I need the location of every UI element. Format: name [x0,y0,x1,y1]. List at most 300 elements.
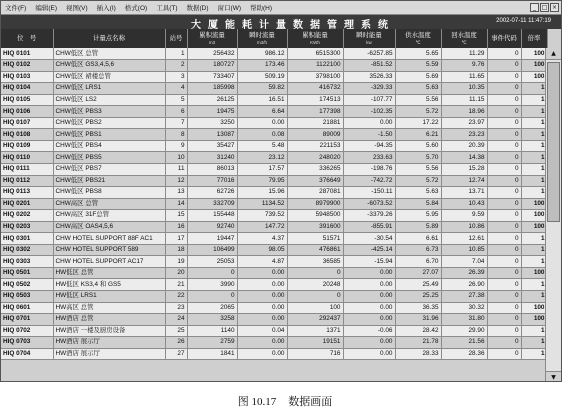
menu-view[interactable]: 视图(V) [65,5,88,12]
cell-event-code: 0 [487,175,521,187]
cell-return-temp: 23.23 [441,129,487,141]
cell-tag: HIQ 0102 [1,60,53,72]
cell-supply-temp: 5.70 [395,152,441,164]
cell-multiplier: 1 [521,244,547,256]
cell-energy-total: 221153 [287,140,343,152]
cell-flow-rate: 0.00 [237,290,287,302]
cell-flow-total: 19475 [187,106,237,118]
cell-flow-total: 106499 [187,244,237,256]
cell-return-temp: 11.29 [441,48,487,60]
cell-energy-rate: 3526.33 [343,71,395,83]
column-header-label: 站号 [169,35,183,42]
cell-flow-total: 31240 [187,152,237,164]
cell-point-name: HW高区 总管 [53,302,165,314]
column-header [441,29,487,48]
cell-station: 9 [165,140,187,152]
cell-station: 24 [165,314,187,326]
cell-flow-total: 62726 [187,187,237,199]
cell-multiplier: 1 [521,106,547,118]
cell-point-name: HW低区 总管 [53,267,165,279]
cell-point-name: CHW低区 GS3,4,5,6 [53,60,165,72]
cell-multiplier: 1 [521,152,547,164]
cell-energy-rate: -329.33 [343,83,395,95]
cell-energy-total: 476861 [287,244,343,256]
table-row[interactable] [1,302,547,314]
cell-return-temp: 12.74 [441,175,487,187]
cell-flow-rate: 98.05 [237,244,287,256]
cell-energy-rate: 0.00 [343,348,395,360]
cell-flow-rate: 0.00 [237,279,287,291]
column-header-label: 累积能量 [302,31,328,39]
cell-flow-rate: 0.04 [237,325,287,337]
column-header [395,29,441,48]
cell-point-name: CHW高区 总管 [53,198,165,210]
menu-edit[interactable]: 编辑(E) [35,5,57,12]
cell-flow-rate: 17.57 [237,163,287,175]
table-row[interactable] [1,267,547,279]
cell-station: 10 [165,152,187,164]
cell-tag: HIQ 0201 [1,198,53,210]
cell-return-temp: 11.65 [441,71,487,83]
cell-flow-rate: 5.48 [237,140,287,152]
cell-energy-total: 248020 [287,152,343,164]
cell-flow-rate: 4.37 [237,233,287,245]
cell-flow-total: 2759 [187,337,237,349]
cell-point-name: HW酒店 展示厅 [53,337,165,349]
cell-tag: HIQ 0703 [1,337,53,349]
cell-multiplier: 1 [521,175,547,187]
cell-energy-rate: 233.63 [343,152,395,164]
cell-flow-total: 0 [187,267,237,279]
cell-multiplier: 1 [521,337,547,349]
cell-multiplier: 1 [521,256,547,268]
cell-supply-temp: 5.72 [395,106,441,118]
cell-multiplier: 1 [521,94,547,106]
cell-flow-rate: 0.08 [237,129,287,141]
cell-flow-total: 35427 [187,140,237,152]
cell-point-name: CHW低区 PBS4 [53,140,165,152]
cell-energy-total: 1122100 [287,60,343,72]
cell-multiplier: 1 [521,187,547,199]
cell-flow-total: 3258 [187,314,237,326]
scroll-down-icon[interactable]: ▼ [546,371,561,382]
cell-tag: HIQ 0106 [1,106,53,118]
cell-station: 15 [165,210,187,222]
cell-return-temp: 10.85 [441,244,487,256]
menu-tools[interactable]: 工具(T) [156,5,178,12]
cell-event-code: 0 [487,233,521,245]
cell-event-code: 0 [487,221,521,233]
column-header-unit: m3 [208,39,216,45]
cell-supply-temp: 5.95 [395,210,441,222]
cell-event-code: 0 [487,325,521,337]
cell-return-temp: 23.97 [441,117,487,129]
cell-energy-rate: 0.00 [343,337,395,349]
cell-flow-total: 13087 [187,129,237,141]
cell-energy-total: 20248 [287,279,343,291]
cell-energy-total: 174513 [287,94,343,106]
cell-flow-total: 0 [187,290,237,302]
cell-multiplier: 1 [521,140,547,152]
table-row[interactable] [1,348,547,360]
cell-return-temp: 26.90 [441,279,487,291]
cell-energy-total: 5948500 [287,210,343,222]
cell-tag: HIQ 0202 [1,210,53,222]
table-row[interactable] [1,60,547,72]
menu-file[interactable]: 文件(F) [5,5,27,12]
cell-flow-total: 185998 [187,83,237,95]
cell-energy-rate: 0.00 [343,279,395,291]
table-row[interactable] [1,187,547,199]
cell-supply-temp: 5.89 [395,221,441,233]
cell-flow-rate: 16.51 [237,94,287,106]
cell-event-code: 0 [487,244,521,256]
cell-energy-rate: -1.50 [343,129,395,141]
cell-energy-total: 287081 [287,187,343,199]
table-row[interactable] [1,71,547,83]
cell-flow-rate: 0.00 [237,302,287,314]
cell-point-name: CHW低区 裙楼总管 [53,71,165,83]
cell-flow-rate: 0.00 [237,337,287,349]
table-row[interactable] [1,314,547,326]
cell-station: 2 [165,60,187,72]
table-row[interactable] [1,106,547,118]
table-row[interactable] [1,140,547,152]
cell-energy-total: 19151 [287,337,343,349]
cell-tag: HIQ 0303 [1,256,53,268]
menu-insert[interactable]: 插入(I) [96,5,116,12]
cell-multiplier: 100 [521,221,547,233]
cell-station: 7 [165,117,187,129]
menu-data[interactable]: 数据(D) [186,5,209,12]
column-header-unit: ℃ [415,39,421,45]
cell-event-code: 0 [487,60,521,72]
cell-energy-total: 292437 [287,314,343,326]
cell-event-code: 0 [487,94,521,106]
cell-point-name: HW低区 LRS1 [53,290,165,302]
cell-event-code: 0 [487,267,521,279]
cell-energy-rate: -0.06 [343,325,395,337]
column-header [187,29,237,48]
table-row[interactable] [1,325,547,337]
cell-flow-total: 332709 [187,198,237,210]
cell-flow-rate: 59.82 [237,83,287,95]
cell-multiplier: 1 [521,129,547,141]
cell-tag: HIQ 0113 [1,187,53,199]
table-row[interactable] [1,175,547,187]
column-header-label: 位 号 [17,35,37,42]
cell-event-code: 0 [487,140,521,152]
cell-tag: HIQ 0108 [1,129,53,141]
cell-energy-total: 51571 [287,233,343,245]
cell-supply-temp: 6.73 [395,244,441,256]
table-row[interactable] [1,198,547,210]
header-row [1,29,547,48]
cell-point-name: CHW HOTEL SUPPORT 589 [53,244,165,256]
cell-supply-temp: 5.59 [395,60,441,72]
column-header-unit: ℃ [461,39,467,45]
cell-event-code: 0 [487,71,521,83]
cell-flow-rate: 986.12 [237,48,287,60]
cell-return-temp: 9.76 [441,60,487,72]
table-row[interactable] [1,337,547,349]
column-header-label: 瞬时能量 [356,31,382,39]
cell-return-temp: 20.39 [441,140,487,152]
cell-energy-rate: 0.00 [343,314,395,326]
cell-supply-temp: 25.25 [395,290,441,302]
table-row[interactable] [1,210,547,222]
cell-return-temp: 10.86 [441,221,487,233]
cell-station: 19 [165,256,187,268]
cell-station: 22 [165,290,187,302]
table-row[interactable] [1,117,547,129]
restore-icon[interactable]: □ [541,4,548,11]
cell-multiplier: 1 [521,325,547,337]
cell-energy-rate: -107.77 [343,94,395,106]
table-body [1,48,547,360]
cell-energy-rate: 0.00 [343,117,395,129]
cell-tag: HIQ 0702 [1,325,53,337]
cell-tag: HIQ 0503 [1,290,53,302]
cell-point-name: CHW HOTEL SUPPORT AC17 [53,256,165,268]
cell-energy-rate: -3379.26 [343,210,395,222]
cell-tag: HIQ 0112 [1,175,53,187]
cell-multiplier: 100 [521,48,547,60]
cell-multiplier: 1 [521,163,547,175]
cell-flow-total: 155448 [187,210,237,222]
caption-text: 数据画面 [288,396,333,408]
menu-window[interactable]: 窗口(W) [217,5,241,12]
cell-energy-rate: -15.94 [343,256,395,268]
caption-figure-number: 图 10.17 [237,396,277,408]
cell-event-code: 0 [487,187,521,199]
table-row[interactable] [1,94,547,106]
cell-point-name: CHW低区 PBS3 [53,106,165,118]
cell-station: 3 [165,71,187,83]
cell-supply-temp: 6.21 [395,129,441,141]
cell-flow-rate: 0.00 [237,267,287,279]
cell-flow-rate: 15.96 [237,187,287,199]
table-row[interactable] [1,48,547,60]
cell-station: 26 [165,337,187,349]
table-row[interactable] [1,290,547,302]
table-row[interactable] [1,233,547,245]
cell-return-temp: 18.96 [441,106,487,118]
cell-point-name: CHW HOTEL SUPPORT 88F AC1 [53,233,165,245]
minimize-icon[interactable]: _ [530,3,539,12]
cell-supply-temp: 36.35 [395,302,441,314]
cell-tag: HIQ 0110 [1,152,53,164]
cell-event-code: 0 [487,83,521,95]
cell-multiplier: 100 [521,60,547,72]
column-header [53,29,165,48]
cell-energy-total: 21881 [287,117,343,129]
cell-station: 4 [165,83,187,95]
cell-energy-rate: -150.11 [343,187,395,199]
cell-flow-rate: 23.12 [237,152,287,164]
cell-station: 8 [165,129,187,141]
cell-energy-total: 376649 [287,175,343,187]
cell-station: 20 [165,267,187,279]
cell-energy-total: 100 [287,302,343,314]
cell-flow-rate: 509.19 [237,71,287,83]
cell-station: 14 [165,198,187,210]
cell-station: 16 [165,221,187,233]
cell-multiplier: 1 [521,117,547,129]
cell-supply-temp: 5.84 [395,198,441,210]
cell-return-temp: 11.15 [441,94,487,106]
cell-energy-rate: -198.76 [343,163,395,175]
figure-caption [0,393,570,409]
cell-energy-total: 89009 [287,129,343,141]
cell-station: 11 [165,163,187,175]
cell-tag: HIQ 0103 [1,71,53,83]
cell-flow-total: 3990 [187,279,237,291]
cell-flow-total: 1841 [187,348,237,360]
cell-multiplier: 1 [521,83,547,95]
cell-event-code: 0 [487,348,521,360]
cell-tag: HIQ 0301 [1,233,53,245]
cell-multiplier: 1 [521,279,547,291]
cell-energy-total: 0 [287,267,343,279]
cell-tag: HIQ 0302 [1,244,53,256]
cell-supply-temp: 5.60 [395,140,441,152]
cell-energy-rate: -30.54 [343,233,395,245]
cell-energy-total: 3798100 [287,71,343,83]
cell-point-name: CHW低区 总管 [53,48,165,60]
cell-flow-rate: 0.00 [237,314,287,326]
cell-flow-total: 77016 [187,175,237,187]
cell-multiplier: 100 [521,198,547,210]
cell-flow-total: 26125 [187,94,237,106]
cell-tag: HIQ 0109 [1,140,53,152]
cell-supply-temp: 5.65 [395,48,441,60]
cell-supply-temp: 5.56 [395,94,441,106]
cell-return-temp: 28.36 [441,348,487,360]
cell-tag: HIQ 0501 [1,267,53,279]
cell-flow-rate: 0.00 [237,348,287,360]
cell-flow-total: 1140 [187,325,237,337]
cell-station: 21 [165,279,187,291]
column-header-unit: m3/h [256,39,267,45]
cell-supply-temp: 5.69 [395,71,441,83]
cell-point-name: CHW低区 PBS1 [53,129,165,141]
cell-flow-rate: 1134.52 [237,198,287,210]
cell-event-code: 0 [487,210,521,222]
title-bar [1,15,561,29]
cell-multiplier: 1 [521,290,547,302]
cell-energy-total: 177398 [287,106,343,118]
cell-supply-temp: 5.63 [395,187,441,199]
cell-tag: HIQ 0502 [1,279,53,291]
cell-energy-rate: 0.00 [343,267,395,279]
cell-event-code: 0 [487,256,521,268]
cell-return-temp: 10.43 [441,198,487,210]
window-controls [530,3,561,12]
cell-point-name: CHW低区 PBS5 [53,152,165,164]
vertical-scrollbar[interactable] [545,48,561,382]
cell-return-temp: 10.35 [441,83,487,95]
cell-multiplier: 1 [521,348,547,360]
cell-return-temp: 7.04 [441,256,487,268]
cell-flow-rate: 6.64 [237,106,287,118]
table-row[interactable] [1,83,547,95]
cell-flow-rate: 0.00 [237,117,287,129]
cell-flow-total: 733407 [187,71,237,83]
cell-multiplier: 100 [521,71,547,83]
cell-event-code: 0 [487,314,521,326]
cell-point-name: CHW低区 PBS2 [53,117,165,129]
cell-flow-total: 256432 [187,48,237,60]
table-row[interactable] [1,163,547,175]
table-row[interactable] [1,256,547,268]
cell-event-code: 0 [487,302,521,314]
menu-format[interactable]: 格式(O) [124,5,148,12]
cell-station: 12 [165,175,187,187]
table-row[interactable] [1,129,547,141]
cell-event-code: 0 [487,290,521,302]
table-row[interactable] [1,279,547,291]
cell-point-name: CHW低区 LS2 [53,94,165,106]
cell-event-code: 0 [487,152,521,164]
cell-flow-total: 2065 [187,302,237,314]
cell-point-name: HW酒店 一楼及厨房设备 [53,325,165,337]
cell-station: 23 [165,302,187,314]
table-row[interactable] [1,221,547,233]
menu-help[interactable]: 帮助(H) [250,5,273,12]
cell-energy-total: 416732 [287,83,343,95]
column-header [487,29,521,48]
cell-flow-rate: 173.46 [237,60,287,72]
cell-station: 6 [165,106,187,118]
column-header [1,29,53,48]
cell-return-temp: 27.38 [441,290,487,302]
column-header [343,29,395,48]
cell-energy-total: 36585 [287,256,343,268]
cell-event-code: 0 [487,279,521,291]
table-row[interactable] [1,152,547,164]
cell-return-temp: 29.90 [441,325,487,337]
cell-event-code: 0 [487,337,521,349]
cell-supply-temp: 28.42 [395,325,441,337]
cell-return-temp: 12.61 [441,233,487,245]
scroll-up-icon[interactable]: ▲ [546,48,561,60]
column-header-label: 瞬时流量 [249,31,275,39]
cell-supply-temp: 6.70 [395,256,441,268]
cell-multiplier: 100 [521,314,547,326]
cell-energy-rate: -425.14 [343,244,395,256]
cell-return-temp: 9.59 [441,210,487,222]
column-header-unit: kw [366,39,372,45]
cell-point-name: CHW低区 PBS8 [53,187,165,199]
column-header-label: 计量点名称 [93,35,125,42]
cell-energy-total: 6515300 [287,48,343,60]
close-icon[interactable]: × [551,4,558,11]
cell-return-temp: 26.39 [441,267,487,279]
table-row[interactable] [1,244,547,256]
cell-tag: HIQ 0601 [1,302,53,314]
column-header [521,29,547,48]
cell-supply-temp: 5.72 [395,175,441,187]
cell-energy-rate: -6257.85 [343,48,395,60]
cell-energy-total: 716 [287,348,343,360]
cell-station: 5 [165,94,187,106]
cell-event-code: 0 [487,117,521,129]
cell-flow-total: 92740 [187,221,237,233]
scroll-thumb[interactable] [547,62,560,222]
cell-station: 13 [165,187,187,199]
cell-flow-total: 86013 [187,163,237,175]
